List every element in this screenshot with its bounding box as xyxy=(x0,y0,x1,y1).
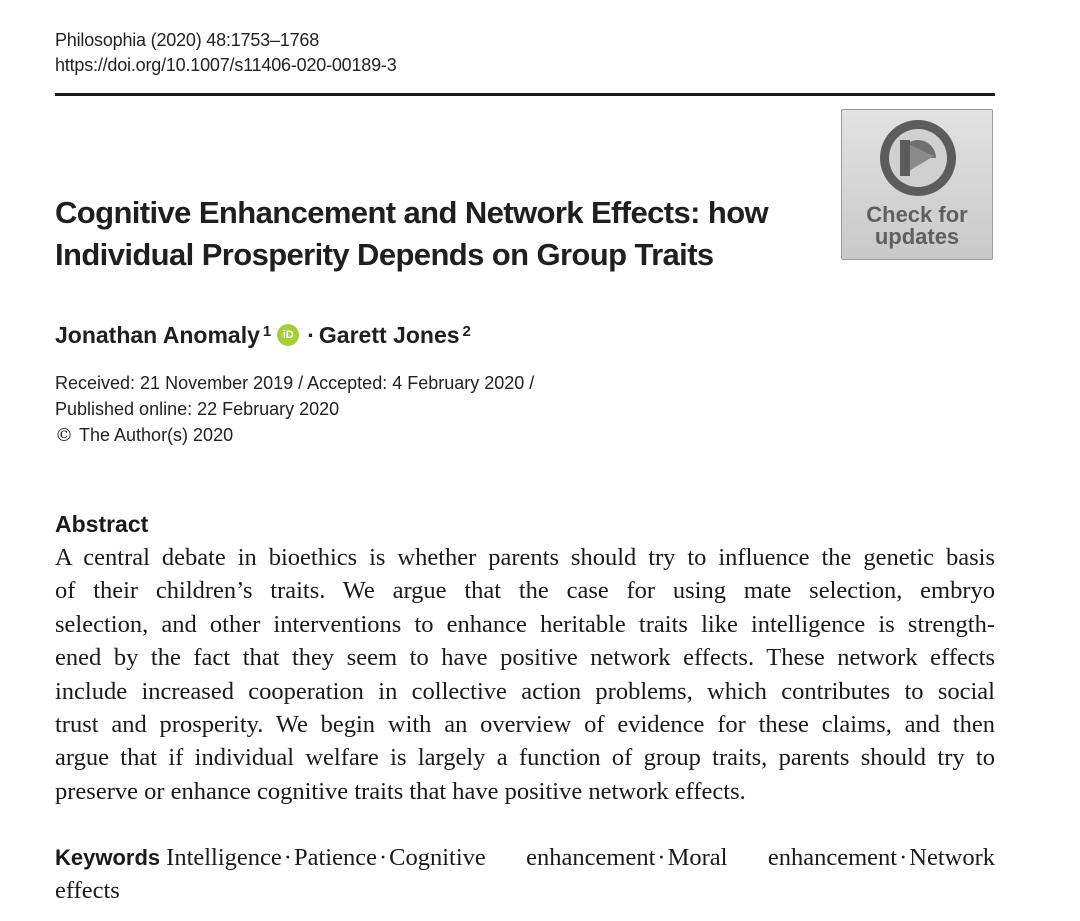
author-affiliation-marker: 1 xyxy=(262,323,272,340)
copyright-text: The Author(s) 2020 xyxy=(79,425,234,445)
article-history xyxy=(55,370,534,449)
published-online-date: Published online: 22 February 2020 xyxy=(55,399,340,419)
keyword-separator: · xyxy=(378,844,388,871)
abstract-line: ened by the fact that they seem to have positive network effects. These network effects xyxy=(55,644,995,672)
article-title-line1: Cognitive Enhancement and Network Effects: how xyxy=(55,195,769,230)
keyword[interactable]: Patience xyxy=(293,844,377,871)
journal-citation: Philosophia (2020) 48:1753–1768 xyxy=(55,30,320,50)
article-title-line2: Individual Prosperity Depends on Group Traits xyxy=(55,237,714,272)
abstract-line: trust and prosperity. We begin with an overview of evidence for these claims, and then xyxy=(55,711,995,739)
journal-header xyxy=(55,28,397,78)
abstract-line: include increased cooperation in collective action problems, which contributes to social xyxy=(55,677,995,705)
check-for-updates-icon xyxy=(878,118,958,198)
author-name[interactable]: Garett Jones xyxy=(318,322,460,348)
header-rule xyxy=(55,93,995,96)
abstract-line: selection, and other interventions to enhance heritable traits like intelligence is strength- xyxy=(55,610,995,638)
author-affiliation-marker: 2 xyxy=(462,323,471,340)
keywords-line xyxy=(55,841,995,874)
keyword[interactable]: Network xyxy=(909,844,996,871)
keyword[interactable]: Intelligence xyxy=(166,844,282,871)
keywords-section xyxy=(55,841,995,908)
check-for-updates-badge[interactable] xyxy=(841,109,993,260)
orcid-icon[interactable]: iD xyxy=(277,324,299,346)
keyword-separator: · xyxy=(283,844,292,871)
abstract-line: preserve or enhance cognitive traits that have positive network effects. xyxy=(55,777,746,805)
author-name[interactable]: Jonathan Anomaly xyxy=(55,322,260,348)
article-title xyxy=(55,192,815,276)
check-for-updates-line1: Check for xyxy=(866,202,968,227)
copyright-line xyxy=(55,422,534,449)
abstract-body xyxy=(55,541,995,808)
keywords-label: Keywords xyxy=(55,845,161,870)
keyword-separator: · xyxy=(657,844,666,871)
abstract-line: A central debate in bioethics is whether parents should try to influence the genetic basis xyxy=(55,544,995,571)
abstract-heading: Abstract xyxy=(55,511,149,537)
doi-link[interactable]: https://doi.org/10.1007/s11406-020-00189-3 xyxy=(55,55,397,75)
author-separator: · xyxy=(307,322,315,348)
keyword-separator: · xyxy=(899,844,908,871)
keywords-line xyxy=(55,874,995,907)
keyword[interactable]: Cognitive enhancement xyxy=(389,844,656,871)
check-for-updates-label xyxy=(842,204,992,248)
abstract-line: argue that if individual welfare is largely a function of group traits, parents should try to xyxy=(55,744,995,772)
author-list xyxy=(55,318,471,352)
keyword[interactable]: Moral enhancement xyxy=(667,844,898,871)
abstract-line: of their children’s traits. We argue that the case for using mate selection, embryo xyxy=(55,577,995,605)
copyright-icon: © xyxy=(55,425,73,446)
check-for-updates-line2: updates xyxy=(874,224,960,249)
keyword-continuation[interactable]: effects xyxy=(55,877,120,905)
received-accepted-dates: Received: 21 November 2019 / Accepted: 4 February 2020 / xyxy=(55,373,535,393)
